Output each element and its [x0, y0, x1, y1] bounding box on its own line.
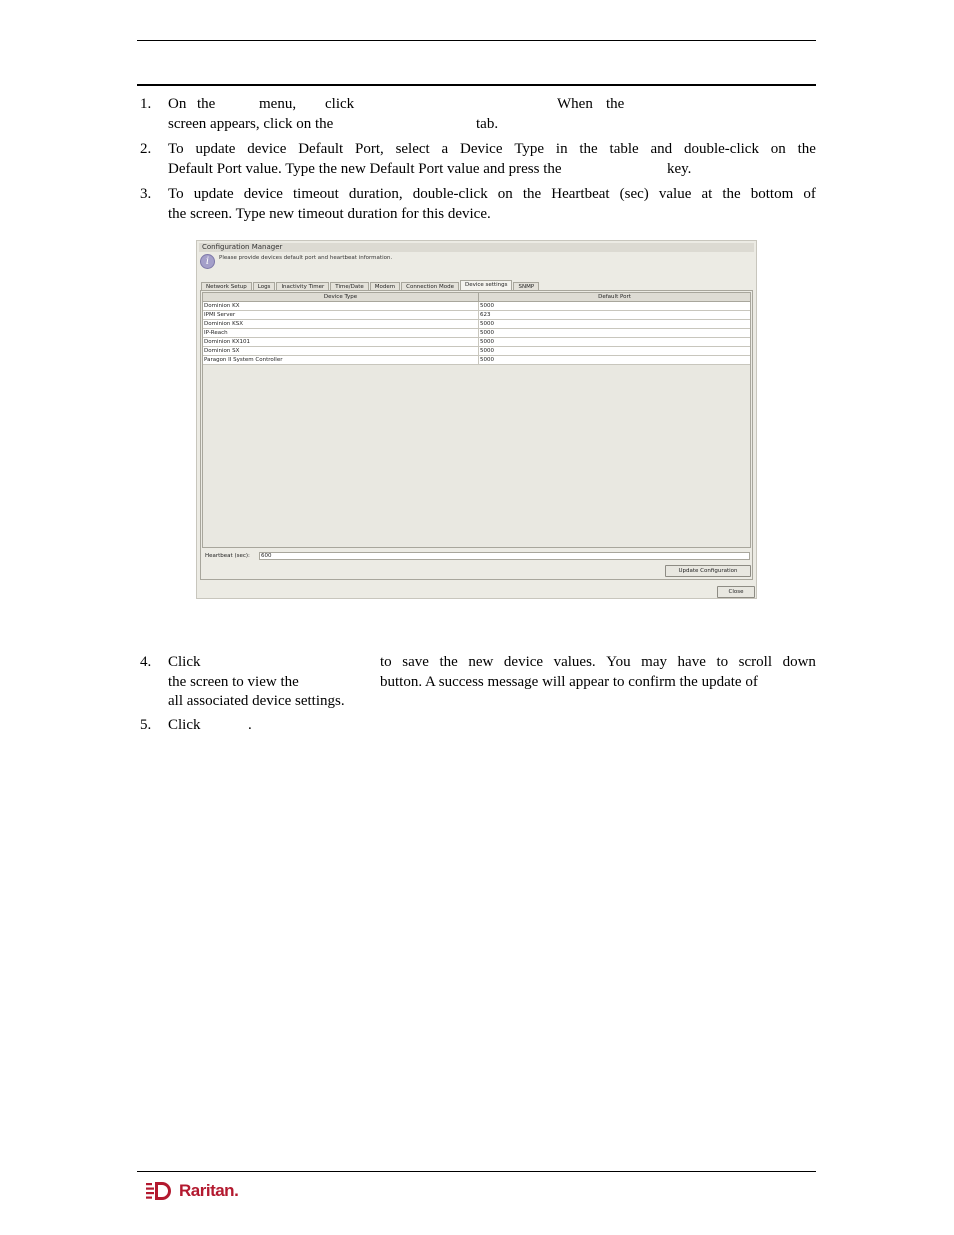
tab-logs[interactable]: Logs: [253, 282, 276, 291]
word: at: [701, 186, 713, 202]
word: value: [658, 186, 692, 202]
step-text: .: [248, 717, 252, 733]
word: (sec): [619, 186, 649, 202]
word: the: [797, 141, 816, 157]
raritan-logo: [146, 1181, 238, 1201]
column-header-device-type[interactable]: Device Type: [203, 293, 479, 301]
table-row[interactable]: [203, 329, 750, 338]
heartbeat-label: Heartbeat (sec):: [205, 553, 250, 559]
device-type-cell: Dominion KSX: [203, 320, 479, 328]
raritan-emblem-icon: [146, 1181, 176, 1201]
word: values.: [553, 654, 596, 670]
word: bottom: [750, 186, 794, 202]
update-configuration-button[interactable]: Update Configuration: [665, 565, 751, 577]
word: update: [193, 186, 234, 202]
step-text: On: [168, 96, 187, 112]
device-table: [202, 292, 751, 548]
word: You: [606, 654, 631, 670]
step-text-justified: [380, 653, 816, 673]
default-port-cell[interactable]: 5000: [480, 321, 494, 327]
step-text: Default Port value. Type the new Default Port value and press the: [168, 160, 562, 177]
step-text: the: [606, 96, 625, 112]
step-text: Click: [168, 654, 201, 670]
step-text: button. A success message will appear to confirm the update of: [380, 673, 758, 690]
word: may: [641, 654, 667, 670]
word: scroll: [738, 654, 772, 670]
word: To: [168, 141, 184, 157]
step-number: 1.: [140, 96, 152, 112]
device-type-cell: Dominion KX101: [203, 338, 479, 346]
default-port-cell[interactable]: 5000: [480, 303, 494, 309]
tab-snmp[interactable]: SNMP: [513, 282, 539, 291]
word: device: [243, 186, 283, 202]
word: the: [579, 141, 598, 157]
tab-time-date[interactable]: Time/Date: [330, 282, 368, 291]
step-text: [168, 185, 816, 205]
word: Heartbeat: [551, 186, 610, 202]
word: double-click: [412, 186, 488, 202]
step-text: the screen to view the: [168, 673, 299, 690]
device-settings-panel: [200, 290, 753, 580]
word: To: [168, 186, 184, 202]
table-row[interactable]: [203, 302, 750, 311]
word: device: [247, 141, 287, 157]
device-type-cell: Paragon II System Controller: [203, 356, 479, 364]
step-text: click: [325, 96, 355, 112]
close-button[interactable]: Close: [717, 586, 755, 598]
tab-inactivity-timer[interactable]: Inactivity Timer: [276, 282, 329, 291]
device-type-cell: IP-Reach: [203, 329, 479, 337]
word: on: [497, 186, 513, 202]
step-text: the screen. Type new timeout duration for this device.: [168, 205, 491, 222]
step-text: Click: [168, 717, 201, 733]
step-text: When: [557, 96, 593, 112]
word: to: [716, 654, 729, 670]
word: timeout: [292, 186, 339, 202]
table-row[interactable]: [203, 338, 750, 347]
device-type-cell: Dominion KX: [203, 302, 479, 310]
word: have: [677, 654, 706, 670]
word: table: [609, 141, 639, 157]
word: new: [468, 654, 494, 670]
table-header: [203, 293, 750, 302]
tab-connection-mode[interactable]: Connection Mode: [401, 282, 459, 291]
device-type-cell: Dominion SX: [203, 347, 479, 355]
word: to: [380, 654, 392, 670]
word: Type: [514, 141, 545, 157]
tab-network-setup[interactable]: Network Setup: [201, 282, 252, 291]
word: the: [722, 186, 741, 202]
heartbeat-input[interactable]: 600: [259, 552, 750, 560]
header-rule-top: [137, 40, 816, 41]
word: on: [770, 141, 786, 157]
logo-wordmark: Raritan.: [179, 1181, 239, 1200]
step-text: screen appears, click on the: [168, 115, 334, 132]
info-text: Please provide devices default port and heartbeat information.: [219, 255, 393, 261]
step-number: 2.: [140, 141, 152, 157]
step-text: key.: [667, 160, 692, 177]
word: of: [803, 186, 816, 202]
word: in: [555, 141, 568, 157]
step-text: all associated device settings.: [168, 693, 345, 709]
word: Device: [460, 141, 503, 157]
footer-rule: [137, 1171, 816, 1172]
word: device: [503, 654, 544, 670]
step-text: menu,: [259, 96, 297, 112]
table-row[interactable]: [203, 311, 750, 320]
word: the: [522, 186, 542, 202]
window-title: Configuration Manager: [199, 243, 754, 252]
heartbeat-row: [203, 552, 750, 560]
tab-bar: [201, 280, 540, 290]
tab-device-settings[interactable]: Device settings: [460, 280, 513, 291]
word: and: [650, 141, 673, 157]
word: select: [395, 141, 430, 157]
word: Port,: [354, 141, 384, 157]
word: down: [782, 654, 816, 670]
step-text: the: [197, 96, 216, 112]
default-port-cell[interactable]: 5000: [480, 339, 494, 345]
table-row[interactable]: [203, 356, 750, 365]
info-icon: i: [200, 254, 215, 269]
word: Default: [298, 141, 344, 157]
default-port-cell[interactable]: 5000: [480, 348, 494, 354]
tab-modem[interactable]: Modem: [370, 282, 400, 291]
word: save: [402, 654, 429, 670]
device-type-cell: IPMI Server: [203, 311, 479, 319]
header-rule-section: [137, 84, 816, 86]
step-text: tab.: [476, 115, 499, 132]
table-row[interactable]: [203, 320, 750, 329]
configuration-manager-screenshot: [196, 240, 757, 599]
default-port-cell[interactable]: 623: [480, 312, 491, 318]
word: the: [439, 654, 458, 670]
table-row[interactable]: [203, 347, 750, 356]
word: double-click: [683, 141, 759, 157]
step-number: 3.: [140, 186, 152, 202]
step-text: [168, 140, 816, 160]
word: update: [195, 141, 236, 157]
column-header-default-port[interactable]: Default Port: [598, 294, 631, 300]
step-number: 4.: [140, 654, 152, 670]
word: duration,: [348, 186, 403, 202]
step-number: 5.: [140, 717, 152, 733]
word: a: [441, 141, 449, 157]
default-port-cell[interactable]: 5000: [480, 357, 494, 363]
default-port-cell[interactable]: 5000: [480, 330, 494, 336]
